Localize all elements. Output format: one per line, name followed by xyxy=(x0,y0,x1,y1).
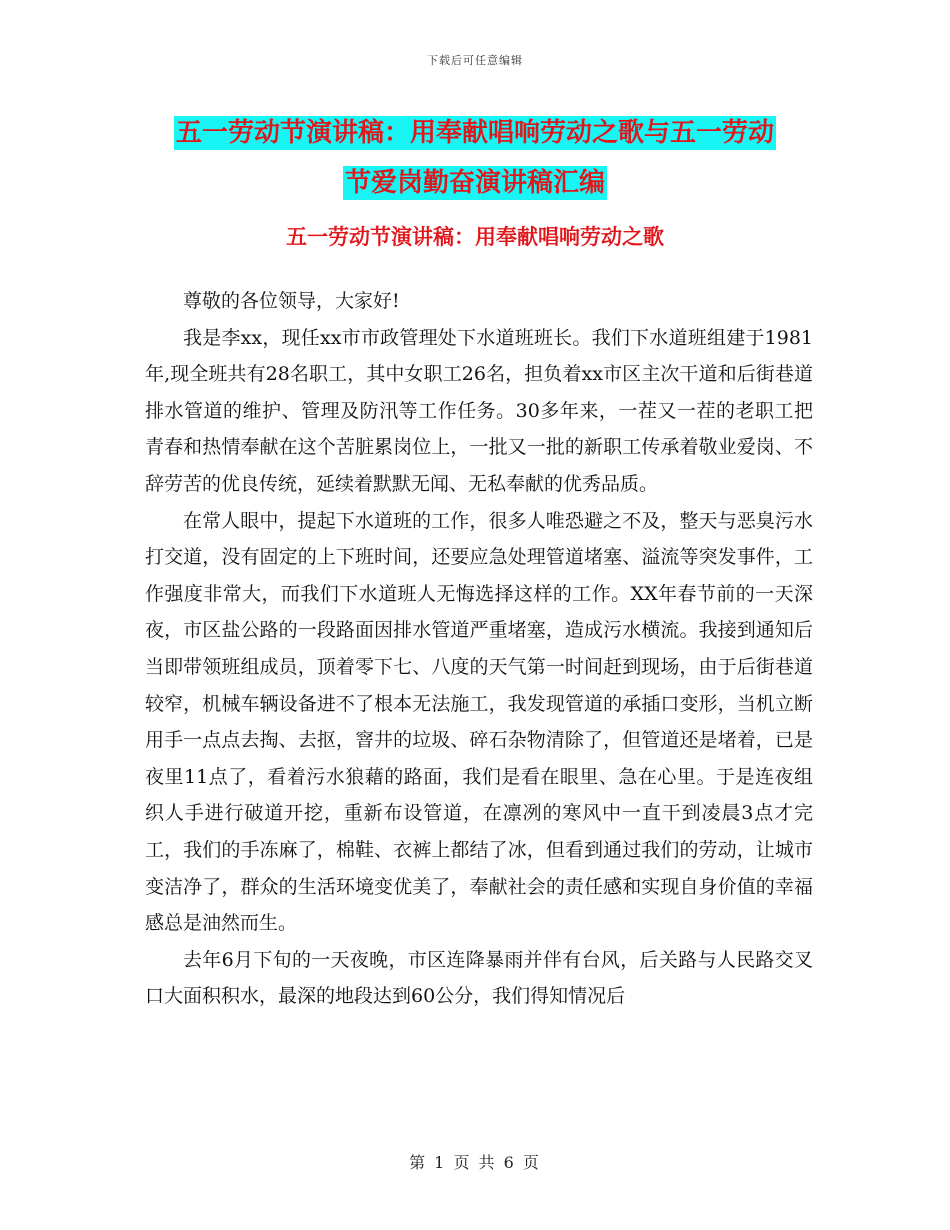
main-title xyxy=(0,108,950,208)
main-title-line-2: 节爱岗勤奋演讲稿汇编 xyxy=(344,168,605,198)
paragraph-summer-story: 去年6月下旬的一天夜晚，市区连降暴雨并伴有台风，后关路与人民路交叉口大面积积水，最深的地段达到60公分，我们得知情况后 xyxy=(145,948,813,1008)
paragraph-winter-story: 在常人眼中，提起下水道班的工作，很多人唯恐避之不及，整天与恶臭污水打交道，没有固定的上下班时间，还要应急处理管道堵塞、溢流等突发事件，工作强度非常大，而我们下水道班人无悔选择这样的工作。XX年春节前的一天深夜，市区盐公路的一段路面因排水管道严重堵塞，造成污水横流。我接到通知后当即带领班组成员，顶着零下七、八度的天气第一时间赶到现场，由于后街巷道较窄，机械车辆设备进不了根本无法施工，我发现管道的承插口变形，当机立断用手一点点去掏、去抠，窨井的垃圾、碎石杂物清除了，但管道还是堵着，已是夜里11点了，看着污水狼藉的路面，我们是看在眼里、急在心里。于是连夜组织人手进行破道开挖，重新布设管道，在凛冽的寒风中一直干到凌晨3点才完工，我们的手冻麻了，棉鞋、衣裤上都结了冰，但看到通过我们的劳动，让城市变洁净了，群众的生活环境变优美了，奉献社会的责任感和实现自身价值的幸福感总是油然而生。 xyxy=(145,509,813,935)
paragraph-greeting: 尊敬的各位领导，大家好! xyxy=(183,290,400,312)
page-number-footer: 第 1 页 共 6 页 xyxy=(409,1153,541,1172)
header-note: 下载后可任意编辑 xyxy=(427,54,523,67)
main-title-line-1: 五一劳动节演讲稿：用奉献唱响劳动之歌与五一劳动 xyxy=(175,118,774,148)
paragraph-introduction: 我是李xx，现任xx市市政管理处下水道班班长。我们下水道班组建于1981年,现全班共有28名职工，其中女职工26名，担负着xx市区主次干道和后街巷道排水管道的维护、管理及防汛等工作任务。30多年来，一茬又一茬的老职工把青春和热情奉献在这个苦脏累岗位上，一批又一批的新职工传承着敬业爱岗、不辞劳苦的优良传统，延续着默默无闻、无私奉献的优秀品质。 xyxy=(145,326,813,495)
section-title: 五一劳动节演讲稿：用奉献唱响劳动之歌 xyxy=(286,225,664,249)
document-body xyxy=(145,283,813,1015)
